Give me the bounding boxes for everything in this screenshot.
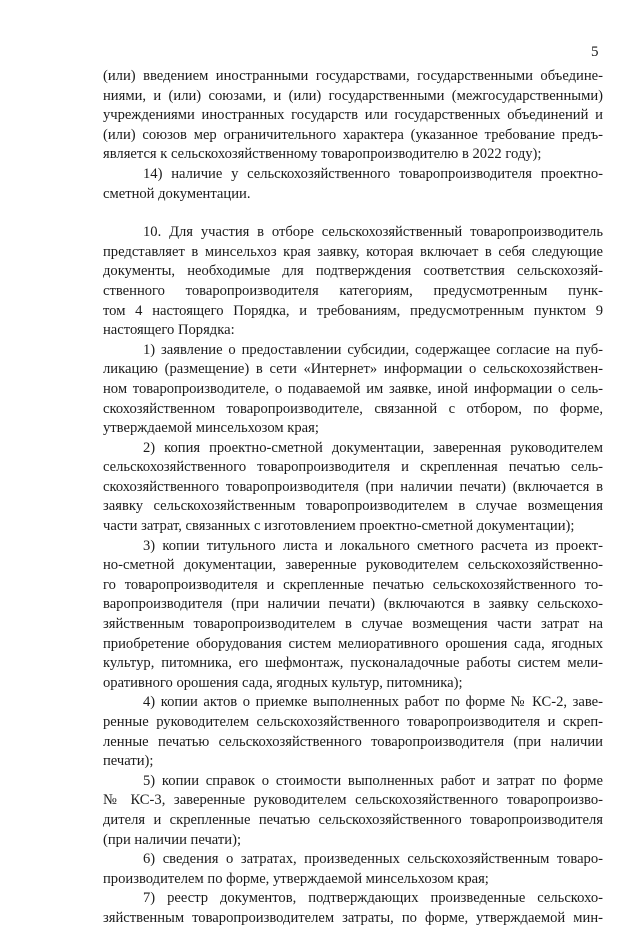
text-line: (или) союзов мер ограничительного характера (указанное требование предъ- — [103, 126, 603, 143]
text-line: 6) сведения о затратах, произведенных сельскохозяйственным товаро- — [143, 851, 603, 868]
text-line: заявку сельскохозяйственным товаропроизводителем в случае возмещения — [103, 498, 603, 515]
text-line: оративного орошения сада, ягодных культур, питомника); — [103, 674, 463, 691]
document-body — [103, 67, 603, 929]
text-line: 1) заявление о предоставлении субсидии, содержащее согласие на пуб- — [143, 341, 603, 358]
text-line: (или) введением иностранными государствами, государственными объедине- — [103, 68, 603, 84]
page-number: 5 — [591, 44, 599, 60]
paragraph-item-7 — [103, 889, 603, 928]
text-line: настоящего Порядка: — [103, 322, 235, 339]
text-line: документы, необходимые для подтверждения соответствия сельскохозяй- — [103, 263, 603, 280]
text-line: ном товаропроизводителе, о подаваемой им заявке, иной информации о сель- — [103, 380, 603, 397]
text-line: зяйственным товаропроизводителем в случае возмещения части затрат на — [103, 616, 603, 633]
text-line: дителя и скрепленные печатью сельскохозяйственного товаропроизводителя — [103, 811, 603, 828]
text-line: ниями, и (или) союзами, и (или) государственными (межгосударственными) — [103, 87, 603, 104]
paragraph-continuation — [103, 67, 603, 165]
text-line: 3) копии титульного листа и локального сметного расчета из проект- — [143, 537, 603, 554]
paragraph-item-4 — [103, 693, 603, 771]
paragraph-item-6 — [103, 850, 603, 889]
text-line: ликацию (размещение) в сети «Интернет» информации о сельскохозяйствен- — [103, 361, 603, 378]
text-line: 14) наличие у сельскохозяйственного товаропроизводителя проектно- — [143, 165, 603, 182]
paragraph-item-3 — [103, 537, 603, 694]
text-line: представляет в минсельхоз края заявку, которая включает в себя следующие — [103, 243, 603, 260]
text-line: является к сельскохозяйственному товаропроизводителю в 2022 году); — [103, 146, 542, 163]
text-line: утверждаемой минсельхозом края; — [103, 420, 319, 437]
text-line: печати); — [103, 753, 154, 770]
text-line: ственного товаропроизводителя категориям, предусмотренным пунк- — [103, 282, 603, 299]
paragraph-gap — [103, 204, 603, 223]
text-line: 10. Для участия в отборе сельскохозяйственный товаропроизводитель — [143, 224, 603, 241]
text-line: 7) реестр документов, подтверждающих произведенные сельскохо- — [143, 890, 603, 907]
text-line: сельскохозяйственного товаропроизводителя и скрепленная печатью сель- — [103, 459, 603, 476]
paragraph-item-5 — [103, 772, 603, 850]
text-line: ренные руководителем сельскохозяйственного товаропроизводителя и скреп- — [103, 714, 603, 730]
text-line: варопроизводителя (при наличии печати) (включаются в заявку сельскохо- — [103, 596, 603, 613]
text-line: скохозяйственного товаропроизводителя (при наличии печати) (включается в — [103, 478, 603, 495]
text-line: (при наличии печати); — [103, 831, 242, 848]
text-line: части затрат, связанных с изготовлением проектно-сметной документации); — [103, 518, 575, 535]
text-line: сметной документации. — [103, 185, 251, 202]
paragraph-section-10 — [103, 223, 603, 341]
paragraph-item-14 — [103, 165, 603, 204]
text-line: 2) копия проектно-сметной документации, заверенная руководителем — [143, 439, 603, 456]
text-line: ленные печатью сельскохозяйственного товаропроизводителя (при наличии — [103, 733, 603, 750]
text-line: 5) копии справок о стоимости выполненных работ и затрат по форме — [143, 772, 603, 789]
paragraph-item-2 — [103, 439, 603, 537]
paragraph-item-1 — [103, 341, 603, 439]
text-line: го товаропроизводителя и скрепленные печатью сельскохозяйственного то- — [103, 576, 603, 593]
text-line: культур, питомника, его шефмонтаж, пусконаладочные работы систем мели- — [103, 655, 603, 672]
text-line: 4) копии актов о приемке выполненных работ по форме № КС-2, заве- — [143, 694, 603, 711]
text-line: производителем по форме, утверждаемой минсельхозом края; — [103, 870, 489, 887]
text-line: зяйственным товаропроизводителем затраты, по форме, утверждаемой мин- — [103, 909, 603, 926]
text-line: учреждениями иностранных государств или государственных объединений и — [103, 107, 603, 124]
text-line: том 4 настоящего Порядка, и требованиям, предусмотренным пунктом 9 — [103, 302, 603, 319]
text-line: № КС-3, заверенные руководителем сельскохозяйственного товаропроизво- — [103, 792, 603, 809]
text-line: скохозяйственном товаропроизводителе, связанной с отбором, по форме, — [103, 400, 603, 417]
text-line: приобретение оборудования систем мелиоративного орошения сада, ягодных — [103, 635, 603, 652]
text-line: но-сметной документации, заверенные руководителем сельскохозяйственно- — [103, 557, 603, 574]
